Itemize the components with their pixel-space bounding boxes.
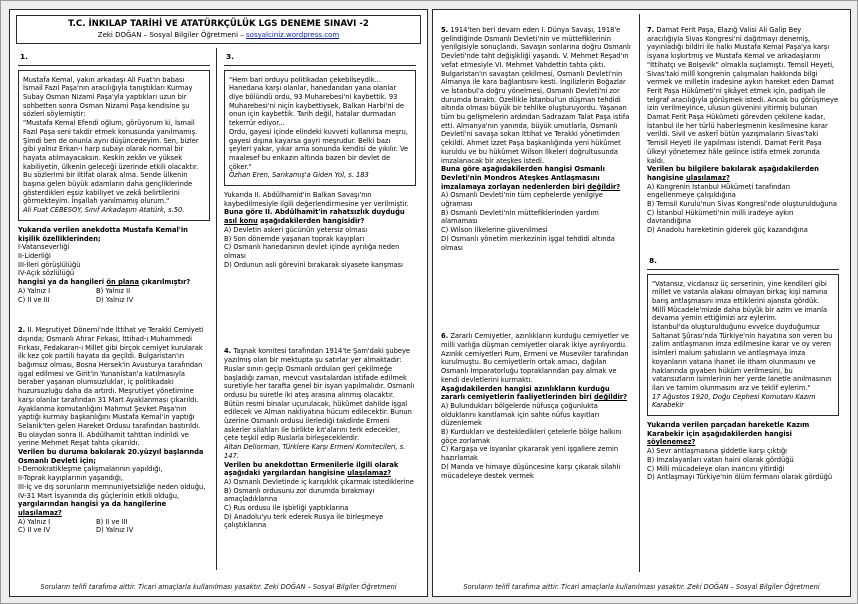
question-8-quote-box [647, 274, 839, 417]
question-body-text: 1914'ten beri devam eden I. Dünya Savaşı, 1918'e gelindiğinde Osmanlı Devleti'nin ve müttefiklerinin yenilgisiyle sonuçlandı. Savaşın sonlarına doğru Osmanlı Devleti'nde taht değişikliği yaşandı. V. Mehmet Reşad'ın vefat etmesiyle VI. Mehmet Vahdettin tahta çıktı. Bulgaristan'ın savaştan çekilmesi, Osmanlı Devleti'nin Almanya ile kara bağlantısını kesti. İngilizlerin Boğazlar ve İstanbul'a doğru yönelmesi, Osmanlı Devleti'ni zor durumda bıraktı. Özellikle İstanbul'un düşman tehdidi altında olması büyük bir tehlike oluşturuyordu. Yaşanan tüm bu gelişmelerin ardından Sadrazam Talat Paşa istifa etti. Almanya'nın yanında, büyük umutlarla, Osmanlı Devleti'ni savaşa sokan İttihat ve Terakki yönetimden çekildi. Ahmet İzzet Paşa başkanlığında yeni hükûmet kuruldu ve bu hükûmet Wilson İlkeleri doğrultusunda imzalanacak bir ateşkes istedi. [441, 26, 631, 165]
stem-underlined: değildir? [587, 182, 621, 191]
copyright-footer: Soruların telifi tarafıma aittir. Ticari amaçlarla kullanılması yasaktır. Zeki DOĞAN – Sosyal Bilgiler Öğretmeni [463, 583, 820, 591]
quote-source: 17 Ağustos 1920, Doğu Cephesi Komutanı Kazım Karabekir [652, 392, 816, 410]
stem-underlined: değildir? [594, 393, 627, 402]
exam-header [16, 15, 421, 44]
stem-text: Yukarıda verilen parçadan hareketle Kazım Karabekir için aşağıdakilerden hangisi [647, 421, 810, 438]
question-5-stem [441, 165, 633, 191]
option-b: B) Yalnız II [96, 286, 131, 295]
option-b: B) Son dönemde yaşanan toprak kayıpları [224, 234, 365, 243]
question-1 [18, 51, 210, 304]
stem-text: yargılarından hangisi ya da hangilerine [18, 500, 167, 509]
question-4 [224, 347, 416, 530]
option-row [18, 296, 210, 305]
question-body-text: Zararlı Cemiyetler, azınlıkların kurduğu cemiyetler ve milli varlığa düşman cemiyetler olarak ikiye ayrılıyordu. Azınlık cemiyetleri Rum, Ermeni ve Museviler tarafından kurulmuştu. Bu cemiyetlerin ortak amacı, dağılan Osmanlı İmparatorluğu topraklarından pay almak ve kendi devletlerini kurmaktı. [441, 332, 629, 384]
option-a: A) Sevr antlaşmasına şiddetle karşı çıktığı [647, 447, 788, 456]
question-7-text [647, 26, 839, 165]
question-8-number: 8. [647, 255, 839, 270]
question-7 [647, 26, 839, 235]
question-3 [224, 51, 416, 269]
stem-underlined: ulaşılamaz? [686, 173, 730, 182]
quote-paragraph: "Mustafa Kemal Efendi oğlum, görüyorum ki, İsmail Fazıl Paşa seni takdir etmek konusunda yanılmamış. Şimdi ben de onunla aynı düşüncedeyim. Sen, bizler gibi yalnız Erkan-ı harp subayı olarak normal bir hayata atılmayacaksın. Keskin zekân ve yüksek kabiliyetin, ülkenin geleceği üzerinde etkili olacaktır. Bu sözlerimi bir iltifat olarak alma. Sende ülkenin başına gelen büyük adamların daha gençliklerinde gösterdikleri eşsiz kabiliyet ve zekâ belirtilerini görmekteyim. İnşallah yanılmamış olurum." [23, 119, 199, 206]
option-a: A) Kongrenin İstanbul Hükümeti tarafından engellenmeye çalışıldığına [647, 182, 791, 200]
question-2-text [18, 326, 210, 448]
option-c: C) İstanbul Hükümeti'nin milli iradeye aykırı davrandığına [647, 208, 794, 226]
roman-item: II-Toprak kayıplarının yaşandığı, [18, 474, 124, 483]
question-3-stem [224, 208, 416, 225]
page-1-columns [15, 48, 422, 570]
question-2-stem [18, 500, 210, 517]
quote-paragraph: İstanbul'da oluşturulduğunu evvelce duyduğumuz Saltanat Şûrası'nda Türkiye'nin hayatına son veren bu zalim antlaşmanın imza edilmesine karar ve oy veren isimleri malum şahısların ve antlaşmaya imza koyanların vatana ihanet ile itham olunmasını ve haklarında gıyaben hüküm verilmesini, bu vatansızların isimlerinin her yerde lanetle anılmasının ilan ve tamim olunmasını arz ve teklif eylerim." [652, 323, 833, 392]
stem-underlined: söylenemez? [647, 438, 696, 447]
option-d: D) Anadolu'yu terk ederek Rusya ile birleşmeye çalıştıklarına [224, 512, 384, 530]
question-2-lead: Verilen bu duruma bakılarak 20.yüzyıl başlarında Osmanlı Devleti için; [18, 448, 204, 465]
stem-text: Buna göre aşağıdakilerden hangisi Osmanlı Devleti'nin Mondros Ateşkes Antlaşmasını imzalamaya zorlayan nedenlerden biri [441, 165, 605, 191]
question-2-number: 2. [18, 326, 26, 335]
option-row [18, 287, 210, 296]
question-body-text: Taşnak komitesi tarafından 1914'te Şam'daki şubeye yazılmış olan bir mektupta şu satırlar yer almaktadır: Ruslar sınırı geçip Osmanlı orduları geri çekilmeğe başladığı zaman, mevcut vasıtalardan istifade edilmek suretiyle her tarafta genel bir isyan yapılmalıdır. Osmanlı ordusu bu suretle iki ateş arasına alınmış olacaktır. Bütün resmi binalar uçurulacak, hükûmet dahilde işgal edilecek ve Alman nakliyatına hücum edilecektir. Bunun üzerine Osmanlı ordusu ilerlediği takdirde Ermeni askerler silahları ile birlikte kıt'alarını terk edecekler, çete teşkil edip Ruslarla birleşeceklerdir. [224, 347, 415, 443]
question-1-lead: Yukarıda verilen anekdotta Mustafa Kemal'in kişilik özelliklerinden; [18, 225, 188, 243]
option-c: C) Osmanlı hanedanının devlet içinde ayrılığa neden olması [224, 243, 400, 260]
question-6 [441, 332, 633, 480]
question-8-stem [647, 421, 839, 447]
question-2 [18, 326, 210, 535]
quote-paragraph: Ordu, gayesi içinde elindeki kuvveti kullanırsa meşru, gayesi dışına kayarsa gayri meşrudur. Belki bazı şeyleri yakar, yıkar ama sonunda kendisi de yıkılır. Ve maalesef bu enkazın altında bazen bir devlet de çöker." [229, 127, 409, 171]
option-c: C) II ve III [18, 295, 50, 304]
exam-title: T.C. İNKILAP TARİHİ VE ATATÜRKÇÜLÜK LGS DENEME SINAVI -2 [68, 19, 369, 29]
option-b: B) Temsil Kurulu'nun Sivas Kongresi'nde oluşturulduğuna [647, 200, 837, 209]
question-1-stem [18, 278, 210, 287]
option-d: D) Yalnız IV [96, 526, 134, 535]
question-4-text [224, 347, 416, 443]
page-2-column-1 [438, 14, 640, 572]
option-b: B) Kurdukları ve destekledikleri çetelerle bölge halkını göçe zorlamak [441, 428, 622, 445]
question-7-number: 7. [647, 26, 655, 34]
question-body-text: II. Meşrutiyet Dönemi'nde İttihat ve Terakki Cemiyeti dışında; Osmanlı Ahrar Fırkası, İttihad-ı Muhammedi Fırkası, Fedakaran-ı Millet gibi birçok cemiyet kurularak ilk kez çok partili hayata da geçildi. Bulgaristan'ın bağımsız olması, Bosna Hersek'in Avusturya tarafından işgal edilmesi ve Girit'in Yunanistan'a katılmasıyla beraber yaşanan olumsuzluklar, iç politikadaki huzursuzluğu daha da artırdı. Meşrutiyet yönetimine karşı olanlar tarafından 31 Mart Ayaklanması çıkarıldı. Ayaklanma komutanlığını Mahmut Şevket Paşa'nın yaptığı kurmay başkanlığını Mustafa Kemal'in yaptığı Selanik'ten gelen Hareket Ordusu tarafından bastırıldı. Bu olaydan sonra II. Abdülhamit tahttan indirildi ve yerine Mehmet Reşat tahta çıkarıldı. [18, 326, 204, 448]
website-link[interactable]: sosyalciniz.wordpress.com [246, 31, 340, 39]
option-d: D) Anadolu hareketinin giderek güç kazandığına [647, 226, 808, 235]
option-c: C) Rus ordusu ile işbirliği yaptıklarına [224, 504, 349, 513]
option-a: A) Osmanlı Devleti'nin tüm cephelerde yenilgiye uğraması [441, 191, 603, 209]
option-d: D) Antlaşmayı Türkiye'nin ölüm fermanı olarak gördüğü [647, 473, 833, 482]
question-5-text [441, 26, 633, 165]
option-c: C) Wilson İlkelerine güvenilmesi [441, 226, 548, 235]
option-row [18, 526, 210, 535]
page-2-columns [438, 14, 845, 572]
option-a: A) Devletin askeri gücünün yetersiz olması [224, 225, 368, 234]
question-6-text [441, 332, 633, 384]
roman-item: IV-31 Mart İsyanında dış güçlerinin etkili olduğu, [18, 491, 180, 500]
roman-item: II-Liderliği [18, 251, 51, 260]
stem-text: Verilen bu anekdottan Ermenilerle ilgili olarak aşağıdaki yargılardan hangisine [224, 460, 399, 478]
option-a: A) Yalnız I [18, 517, 51, 526]
page-1 [9, 9, 428, 597]
option-b: B) Osmanlı Devleti'nin müttefiklerinden yardım alamaması [441, 208, 599, 226]
option-d: D) Yalnız IV [96, 295, 134, 304]
quote-source: Ali Fuat CEBESOY, Sınıf Arkadaşım Atatürk, s.50. [23, 206, 185, 215]
question-3-explanation: Yukarıda II. Abdülhamid'in Balkan Savaşı'nın kaybedilmesiyle ilgili değerlendirmesine yer verilmiştir. [224, 191, 409, 208]
question-4-source: Altan Deliorman, Türklere Karşı Ermeni Komitecileri, s. 147. [224, 443, 406, 460]
option-row [18, 518, 210, 527]
stem-underlined: ulaşılamaz? [18, 508, 62, 517]
option-b: B) İmzalayanları vatan haini olarak gördüğü [647, 455, 794, 464]
stem-underlined: ulaşılamaz? [347, 469, 392, 478]
quote-paragraph: Mustafa Kemal, yakın arkadaşı Ali Fuat'ın babası İsmail Fazıl Paşa'nın aracılığıyla tanıştıkları Kurmay Subay Osman Nizami Paşa'yla yaptıkları uzun bir sohbetten sonra Osman Nizami Paşa kendisine şu sözleri söylemiştir: [23, 75, 193, 119]
stem-text: Buna göre II. Abdülhamit'in rahatsızlık duyduğu [224, 208, 405, 217]
roman-item: III-İç ve dış sorunların memnuniyetsizliğe neden olduğu, [18, 482, 206, 491]
stem-text: aşağıdakilerden hangisidir? [257, 217, 365, 226]
option-a: A) Osmanlı Devletinde iç karışıklık çıkarmak istediklerine [224, 477, 414, 486]
quote-source: Özhan Eren, Sarıkamış'a Giden Yol, s. 183 [229, 171, 369, 180]
stem-text: çıkarılmıştır? [138, 278, 191, 287]
quote-paragraph: "Vatansız, vicdansız üç serserinin, yine kendileri gibi millet ve vatanla alakası olmayan birkaç kişi namına barış antlaşmasını imza ettiklerini ajansta gördük. Millî Mücadele'mizde daha büyük bir azim ve imanla devama yemin ettiğimizi arz eylerim. [652, 279, 828, 323]
exam-author-line [19, 31, 418, 39]
question-7-stem [647, 165, 839, 182]
stem-text: hangisi ya da hangileri [18, 278, 107, 287]
option-c: C) II ve IV [18, 526, 51, 535]
page-1-column-1 [15, 48, 217, 570]
stem-underlined: asıl konu [224, 217, 258, 226]
question-3-quote-box [224, 70, 416, 186]
roman-item: I-Demokratikleşme çalışmalarının yapıldığı, [18, 465, 163, 474]
question-5-number: 5. [441, 26, 449, 34]
stem-text: Aşağıdakilerden hangisi azınlıkların kurduğu zararlı cemiyetlerin faaliyetlerinden biri [441, 384, 610, 402]
stem-text: Verilen bu bilgilere bakılarak aşağıdakilerden hangisine [647, 165, 819, 182]
question-1-number: 1. [18, 51, 210, 66]
question-6-number: 6. [441, 332, 449, 341]
author-text: Zeki DOĞAN – Sosyal Bilgiler Öğretmeni – [97, 31, 247, 39]
option-d: D) Manda ve himaye düşüncesine karşı çıkarak silahlı mücadeleye destek vermek [441, 462, 621, 480]
roman-item: I-Vatanseverliği [18, 243, 70, 252]
option-a: A) Yalnız I [18, 286, 51, 295]
page-1-column-2 [217, 48, 422, 570]
question-4-number: 4. [224, 347, 232, 356]
option-b: B) II ve III [96, 517, 128, 526]
copyright-footer: Soruların telifi tarafıma aittir. Ticari amaçlarla kullanılması yasaktır. Zeki DOĞAN – Sosyal Bilgiler Öğretmeni [40, 583, 397, 591]
page-2 [432, 9, 851, 597]
question-3-number: 3. [224, 51, 416, 66]
question-1-quote-box [18, 70, 210, 221]
question-6-stem [441, 385, 633, 402]
question-5 [441, 26, 633, 252]
option-c: C) Kargaşa ve isyanlar çıkararak yeni işgallere zemin hazırlamak [441, 445, 619, 463]
option-d: D) Ordunun asli görevini bırakarak siyasete karışması [224, 260, 404, 269]
option-c: C) Milli mücadeleye olan inancını yitirdiği [647, 464, 785, 473]
page-2-column-2 [640, 14, 845, 572]
option-b: B) Osmanlı ordusunu zor durumda bırakmayı amaçladıklarına [224, 486, 375, 504]
question-4-stem [224, 461, 416, 478]
roman-item: III-İleri görüşlülüğü [18, 260, 81, 269]
option-d: D) Osmanlı yönetim merkezinin işgal tehdidi altında olması [441, 234, 615, 252]
roman-item: IV-Açık sözlülüğü [18, 269, 75, 278]
option-a: A) Bulundukları bölgelerde nüfusça çoğunlukta olduklarını kanıtlamak için sahte nüfus kayıtları düzenlemek [441, 401, 600, 428]
question-8 [647, 255, 839, 482]
question-body-text: Damat Ferit Paşa, Elazığ Valisi Ali Galip Bey aracılığıyla Sivas Kongresi'ni dağıtmayı denemiş, yayınladığı bildiri ile halkı Mustafa Kemal Paşa'ya karşı isyana kışkırtmış ve Mustafa Kemal ve arkadaşlarını "İttihatçı ve Bolşevik" olmakla suçlamıştı. Temsil Heyeti, Sivas'taki millî kongrenin çalışmaları hakkında bilgi vermek ve milletin iradesine aykırı hareket eden Damat Ferit Paşa Hükûmeti'ni şikâyet etmek için, padişah ile telgraf aracılığıyla görüşmek istedi. Ancak bu görüşmeye izin verilmeyince, ulusun güvenini yitirmiş bulunan Damat Ferit Paşa Hükûmeti görevden çekilene kadar, İstanbul ile her türlü haberleşmenin kesilmesine karar verildi. Sivil ve askerî bütün yazışmaların Sivas'taki Temsil Heyeti ile yapılması istendi. Damat Ferit Paşa ülkeyi yönetemez hâle gelince istifa etmek zorunda kaldı. [647, 26, 839, 165]
quote-paragraph: "Hem bari orduyu politikadan çekebilseydik... Hanedana karşı olanlar, hanedandan yana olanlar diye bölündü ordu, 93 Muharebesi'ni kaybettik. 93 Muharebesi'ni niçin kaybettiysek, Balkan Harbi'ni de onun için kaybettik. Tarih değil, hatalar durmadan tekerrür ediyor... [229, 75, 404, 128]
stem-underlined: ön plana [106, 278, 139, 287]
